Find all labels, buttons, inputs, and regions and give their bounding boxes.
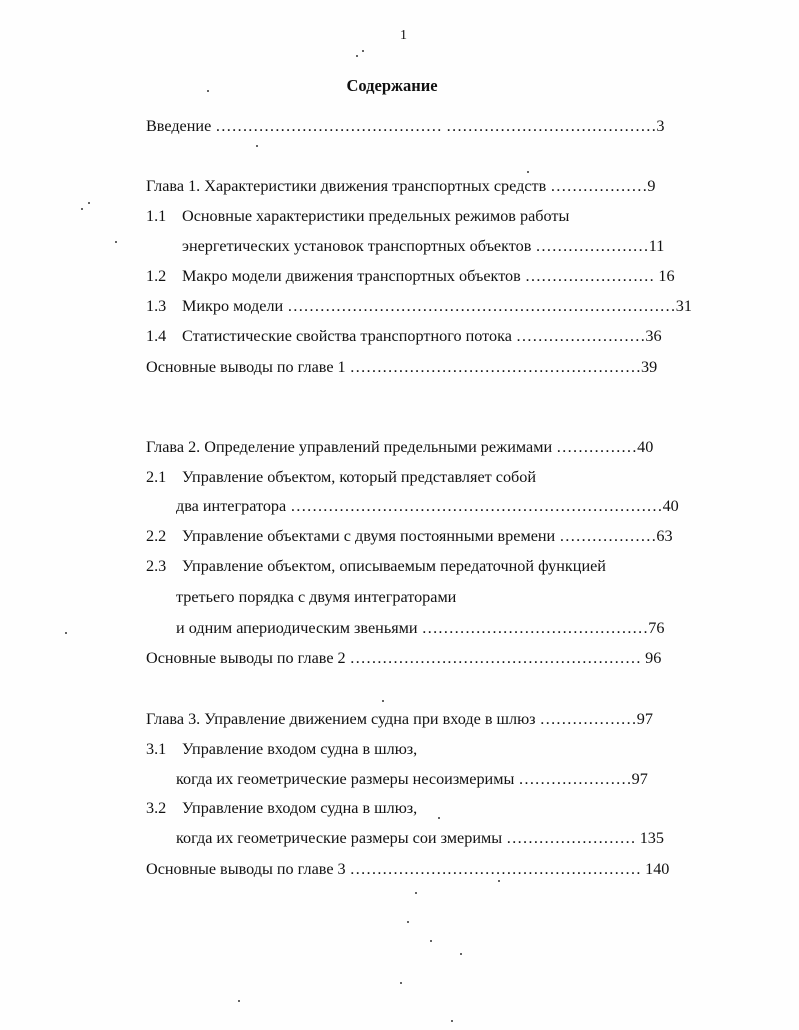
section-number: 2.3 [146, 557, 167, 575]
toc-entry-2-3-cont: третьего порядка с двумя интеграторами [176, 588, 457, 606]
toc-entry-3-2-cont: когда их геометрические размеры сои змеримы …………………… 135 [176, 829, 664, 847]
toc-entry-3-1-cont: когда их геометрические размеры несоизмеримы …………………97 [176, 770, 648, 788]
toc-conclusions-1: Основные выводы по главе 1 ………………………………………………39 [146, 358, 658, 376]
section-number: 1.2 [146, 267, 167, 285]
toc-entry-2-3 [146, 556, 606, 576]
toc-entry-1-2 [146, 266, 675, 286]
toc-chapter-1: Глава 1. Характеристики движения транспортных средств ………………9 [146, 177, 656, 195]
toc-entry-1-4 [146, 326, 662, 346]
page-title: Содержание [346, 76, 438, 95]
toc-entry-3-1 [146, 739, 417, 759]
toc-entry-2-1-cont: два интегратора ……………………………………………………………40 [176, 497, 679, 515]
section-number: 3.1 [146, 740, 167, 758]
toc-conclusions-2: Основные выводы по главе 2 ……………………………………………… 96 [146, 649, 662, 667]
section-title: Микро модели ………………………………………………………………31 [182, 297, 692, 315]
section-title: Управление входом судна в шлюз, [182, 799, 418, 817]
toc-chapter-2: Глава 2. Определение управлений предельными режимами ……………40 [146, 438, 654, 456]
section-title: Статистические свойства транспортного потока ……………………36 [182, 327, 662, 345]
section-title: Управление объектом, описываемым передаточной функцией [182, 557, 606, 575]
section-number: 2.2 [146, 527, 167, 545]
section-title: Управление объектами с двумя постоянными времени ………………63 [182, 527, 673, 545]
section-title: Макро модели движения транспортных объектов …………………… 16 [182, 267, 675, 285]
section-number: 3.2 [146, 799, 167, 817]
toc-entry-1-1-cont: энергетических установок транспортных объектов …………………11 [182, 237, 665, 255]
section-title: Управление объектом, который представляет собой [182, 468, 537, 486]
toc-conclusions-3: Основные выводы по главе 3 ……………………………………………… 140 [146, 860, 670, 878]
page-number: 1 [400, 28, 407, 43]
toc-entry-2-3-cont2: и одним апериодическим звеньями ……………………………………76 [176, 619, 665, 637]
section-number: 1.4 [146, 327, 167, 345]
section-title: Основные характеристики предельных режимов работы [182, 207, 570, 225]
toc-entry-2-1 [146, 467, 536, 487]
section-number: 2.1 [146, 468, 167, 486]
toc-entry-intro: Введение …………………………………… …………………………………3 [146, 117, 665, 135]
section-number: 1.3 [146, 297, 167, 315]
toc-chapter-3: Глава 3. Управление движением судна при входе в шлюз ………………97 [146, 710, 653, 728]
section-number: 1.1 [146, 207, 167, 225]
toc-entry-2-2 [146, 526, 673, 546]
toc-entry-1-3 [146, 296, 692, 316]
section-title: Управление входом судна в шлюз, [182, 740, 418, 758]
toc-entry-3-2 [146, 798, 417, 818]
toc-entry-1-1 [146, 206, 569, 226]
